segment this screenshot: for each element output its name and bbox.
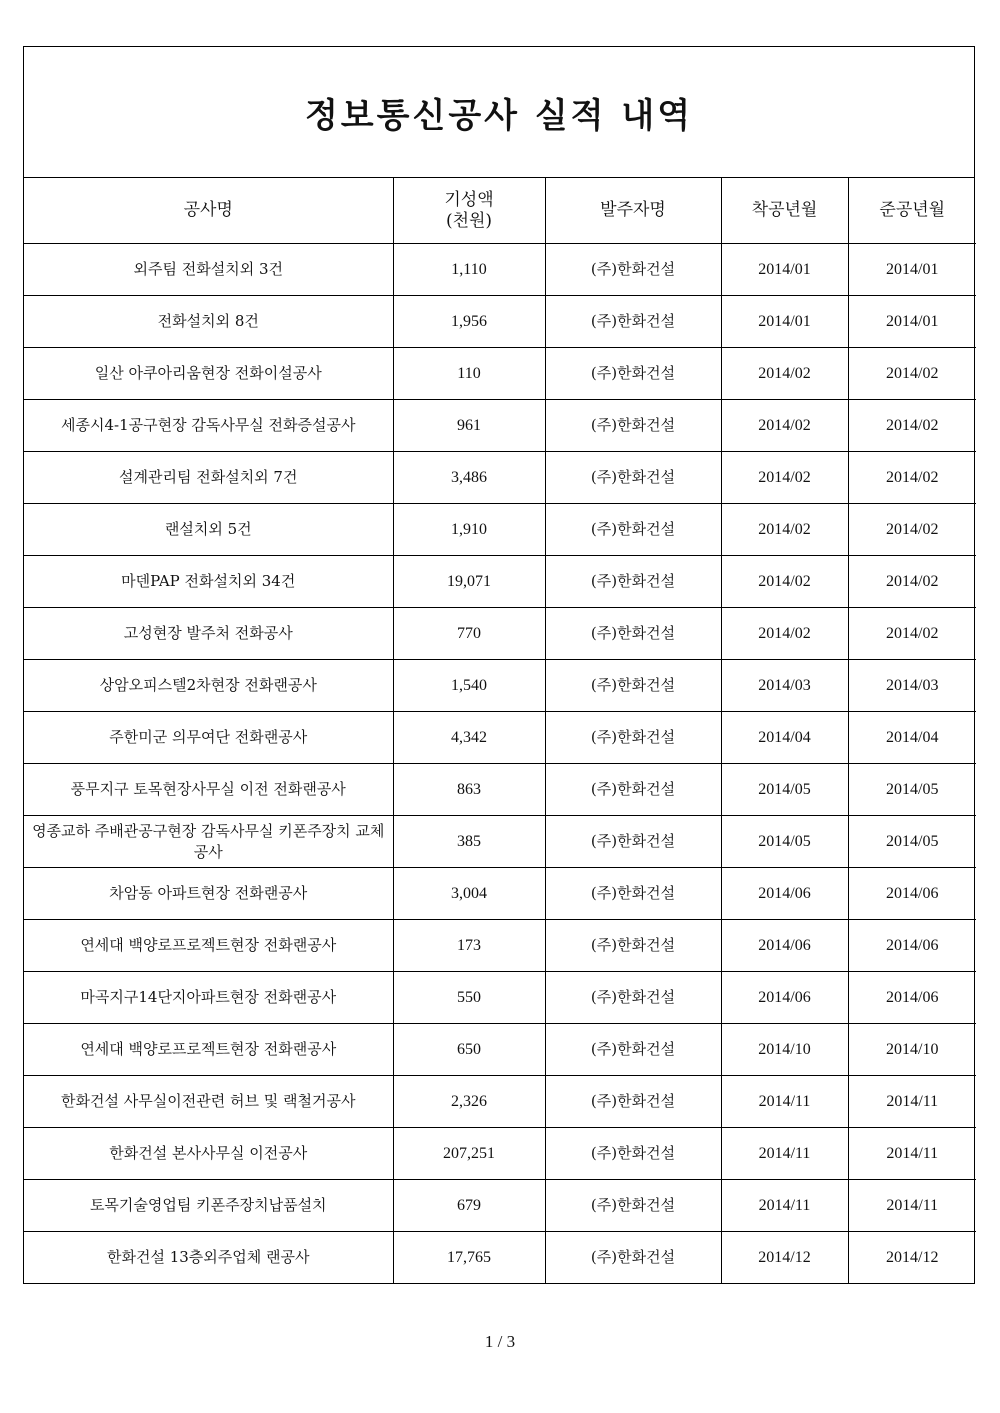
cell-start-date: 2014/05 — [721, 764, 848, 816]
cell-end-date: 2014/02 — [848, 348, 976, 400]
cell-project-name: 풍무지구 토목현장사무실 이전 전화랜공사 — [24, 764, 393, 816]
cell-client: (주)한화건설 — [545, 920, 721, 972]
cell-amount: 961 — [393, 400, 545, 452]
cell-end-date: 2014/02 — [848, 452, 976, 504]
cell-client: (주)한화건설 — [545, 712, 721, 764]
header-client: 발주자명 — [545, 178, 721, 244]
cell-project-name: 상암오피스텔2차현장 전화랜공사 — [24, 660, 393, 712]
cell-end-date: 2014/11 — [848, 1180, 976, 1232]
table-row — [24, 348, 976, 400]
table-row — [24, 660, 976, 712]
cell-end-date: 2014/12 — [886, 1249, 939, 1266]
table-row — [24, 1076, 976, 1128]
table-row — [24, 244, 976, 296]
cell-client: (주)한화건설 — [545, 660, 721, 712]
cell-start-date: 2014/10 — [721, 1024, 848, 1076]
title-box — [24, 47, 974, 178]
table-row — [24, 556, 976, 608]
cell-amount: 3,004 — [393, 868, 545, 920]
cell-start-date: 2014/06 — [721, 972, 848, 1024]
cell-client: (주)한화건설 — [545, 816, 721, 868]
table-row — [24, 504, 976, 556]
cell-client: (주)한화건설 — [545, 1232, 721, 1284]
header-name: 공사명 — [24, 178, 393, 244]
cell-amount: 4,342 — [393, 712, 545, 764]
cell-project-name: 연세대 백양로프로젝트현장 전화랜공사 — [24, 1024, 393, 1076]
cell-start-date: 2014/11 — [721, 1128, 848, 1180]
cell-project-name: 차암동 아파트현장 전화랜공사 — [24, 868, 393, 920]
cell-start-date: 2014/02 — [721, 504, 848, 556]
cell-start-date: 2014/02 — [721, 556, 848, 608]
header-start: 착공년월 — [721, 178, 848, 244]
table-row — [24, 868, 976, 920]
cell-amount: 2,326 — [393, 1076, 545, 1128]
cell-project-name: 외주팀 전화설치외 3건 — [24, 244, 393, 296]
cell-project-name: 한화건설 본사사무실 이전공사 — [24, 1128, 393, 1180]
cell-client: (주)한화건설 — [545, 608, 721, 660]
cell-end-date: 2014/02 — [848, 504, 976, 556]
cell-start-date: 2014/04 — [721, 712, 848, 764]
cell-amount: 3,486 — [393, 452, 545, 504]
cell-project-name: 연세대 백양로프로젝트현장 전화랜공사 — [24, 920, 393, 972]
header-amount-line1: 기성액 — [444, 189, 494, 210]
cell-start-date: 2014/05 — [721, 816, 848, 868]
cell-start-date: 2014/02 — [721, 348, 848, 400]
cell-project-name: 마곡지구14단지아파트현장 전화랜공사 — [24, 972, 393, 1024]
cell-amount: 863 — [393, 764, 545, 816]
cell-start-date: 2014/02 — [721, 452, 848, 504]
cell-client: (주)한화건설 — [545, 504, 721, 556]
table-row — [24, 972, 976, 1024]
cell-end-date: 2014/06 — [848, 868, 976, 920]
cell-end-date: 2014/05 — [848, 816, 976, 868]
cell-project-name: 전화설치외 8건 — [24, 296, 393, 348]
cell-project-name: 한화건설 사무실이전관련 허브 및 랙철거공사 — [24, 1076, 393, 1128]
cell-end-date: 2014/04 — [848, 712, 976, 764]
cell-amount: 1,540 — [393, 660, 545, 712]
cell-client: (주)한화건설 — [545, 1128, 721, 1180]
cell-end-date: 2014/02 — [848, 608, 976, 660]
cell-amount: 770 — [393, 608, 545, 660]
cell-amount: 650 — [393, 1024, 545, 1076]
table-body — [24, 244, 976, 1284]
cell-amount: 19,071 — [393, 556, 545, 608]
cell-amount: 1,956 — [393, 296, 545, 348]
cell-project-name: 세종시4-1공구현장 감독사무실 전화증설공사 — [24, 400, 393, 452]
cell-end-date: 2014/02 — [848, 400, 976, 452]
cell-start-date: 2014/12 — [721, 1232, 848, 1284]
table-row — [24, 400, 976, 452]
cell-project-name: 일산 아쿠아리움현장 전화이설공사 — [24, 348, 393, 400]
cell-client: (주)한화건설 — [545, 1076, 721, 1128]
cell-client: (주)한화건설 — [545, 1180, 721, 1232]
cell-start-date: 2014/02 — [721, 400, 848, 452]
cell-end-date: 2014/06 — [848, 972, 976, 1024]
cell-amount: 385 — [393, 816, 545, 868]
table-row — [24, 1180, 976, 1232]
cell-amount: 173 — [393, 920, 545, 972]
cell-amount: 1,110 — [393, 244, 545, 296]
table-row — [24, 452, 976, 504]
cell-end-date: 2014/01 — [848, 296, 976, 348]
cell-end-date: 2014/11 — [848, 1076, 976, 1128]
cell-project-name: 주한미군 의무여단 전화랜공사 — [24, 712, 393, 764]
cell-project-name: 고성현장 발주처 전화공사 — [24, 608, 393, 660]
cell-end-date: 2014/05 — [848, 764, 976, 816]
cell-start-date: 2014/01 — [721, 296, 848, 348]
cell-client: (주)한화건설 — [545, 452, 721, 504]
table-row — [24, 920, 976, 972]
header-end: 준공년월 — [848, 178, 976, 244]
cell-client: (주)한화건설 — [545, 764, 721, 816]
cell-start-date: 2014/11 — [721, 1076, 848, 1128]
cell-client: (주)한화건설 — [545, 556, 721, 608]
cell-start-date: 2014/02 — [721, 608, 848, 660]
cell-client: (주)한화건설 — [545, 296, 721, 348]
cell-end-date: 2014/10 — [848, 1024, 976, 1076]
cell-client: (주)한화건설 — [545, 972, 721, 1024]
cell-amount: 679 — [393, 1180, 545, 1232]
table-row — [24, 1232, 976, 1284]
cell-project-name: 설계관리팀 전화설치외 7건 — [24, 452, 393, 504]
cell-project-name: 한화건설 13층외주업체 랜공사 — [24, 1232, 393, 1284]
table-row — [24, 1128, 976, 1180]
cell-end-date: 2014/02 — [848, 556, 976, 608]
table-header-row — [24, 178, 976, 244]
header-amount — [393, 178, 545, 244]
page-title: 정보통신공사 실적 내역 — [304, 95, 694, 136]
table-row — [24, 816, 976, 868]
cell-client: (주)한화건설 — [545, 868, 721, 920]
table-row — [24, 1024, 976, 1076]
table-row — [24, 296, 976, 348]
cell-start-date: 2014/06 — [721, 920, 848, 972]
cell-amount: 550 — [393, 972, 545, 1024]
cell-amount: 1,910 — [393, 504, 545, 556]
table-row — [24, 764, 976, 816]
cell-start-date: 2014/06 — [721, 868, 848, 920]
cell-client: (주)한화건설 — [545, 348, 721, 400]
cell-project-name: 랜설치외 5건 — [24, 504, 393, 556]
cell-start-date: 2014/11 — [721, 1180, 848, 1232]
header-amount-line2: (천원) — [445, 210, 493, 231]
cell-amount: 110 — [393, 348, 545, 400]
cell-client: (주)한화건설 — [545, 244, 721, 296]
performance-table — [24, 178, 976, 1283]
table-row — [24, 712, 976, 764]
cell-amount: 17,765 — [393, 1232, 545, 1284]
cell-end-date: 2014/06 — [848, 920, 976, 972]
cell-project-name: 토목기술영업팀 키폰주장치납품설치 — [24, 1180, 393, 1232]
cell-end-date: 2014/01 — [848, 244, 976, 296]
cell-start-date: 2014/01 — [721, 244, 848, 296]
cell-end-date: 2014/11 — [848, 1128, 976, 1180]
cell-start-date: 2014/03 — [721, 660, 848, 712]
cell-amount: 207,251 — [393, 1128, 545, 1180]
cell-end-date: 2014/03 — [848, 660, 976, 712]
table-row — [24, 608, 976, 660]
cell-client: (주)한화건설 — [545, 1024, 721, 1076]
cell-client: (주)한화건설 — [545, 400, 721, 452]
cell-project-name: 영종교하 주배관공구현장 감독사무실 키폰주장치 교체공사 — [24, 816, 393, 868]
page-number: 1 / 3 — [484, 1332, 516, 1351]
cell-project-name: 마덴PAP 전화설치외 34건 — [24, 556, 393, 608]
document-frame — [23, 46, 975, 1284]
